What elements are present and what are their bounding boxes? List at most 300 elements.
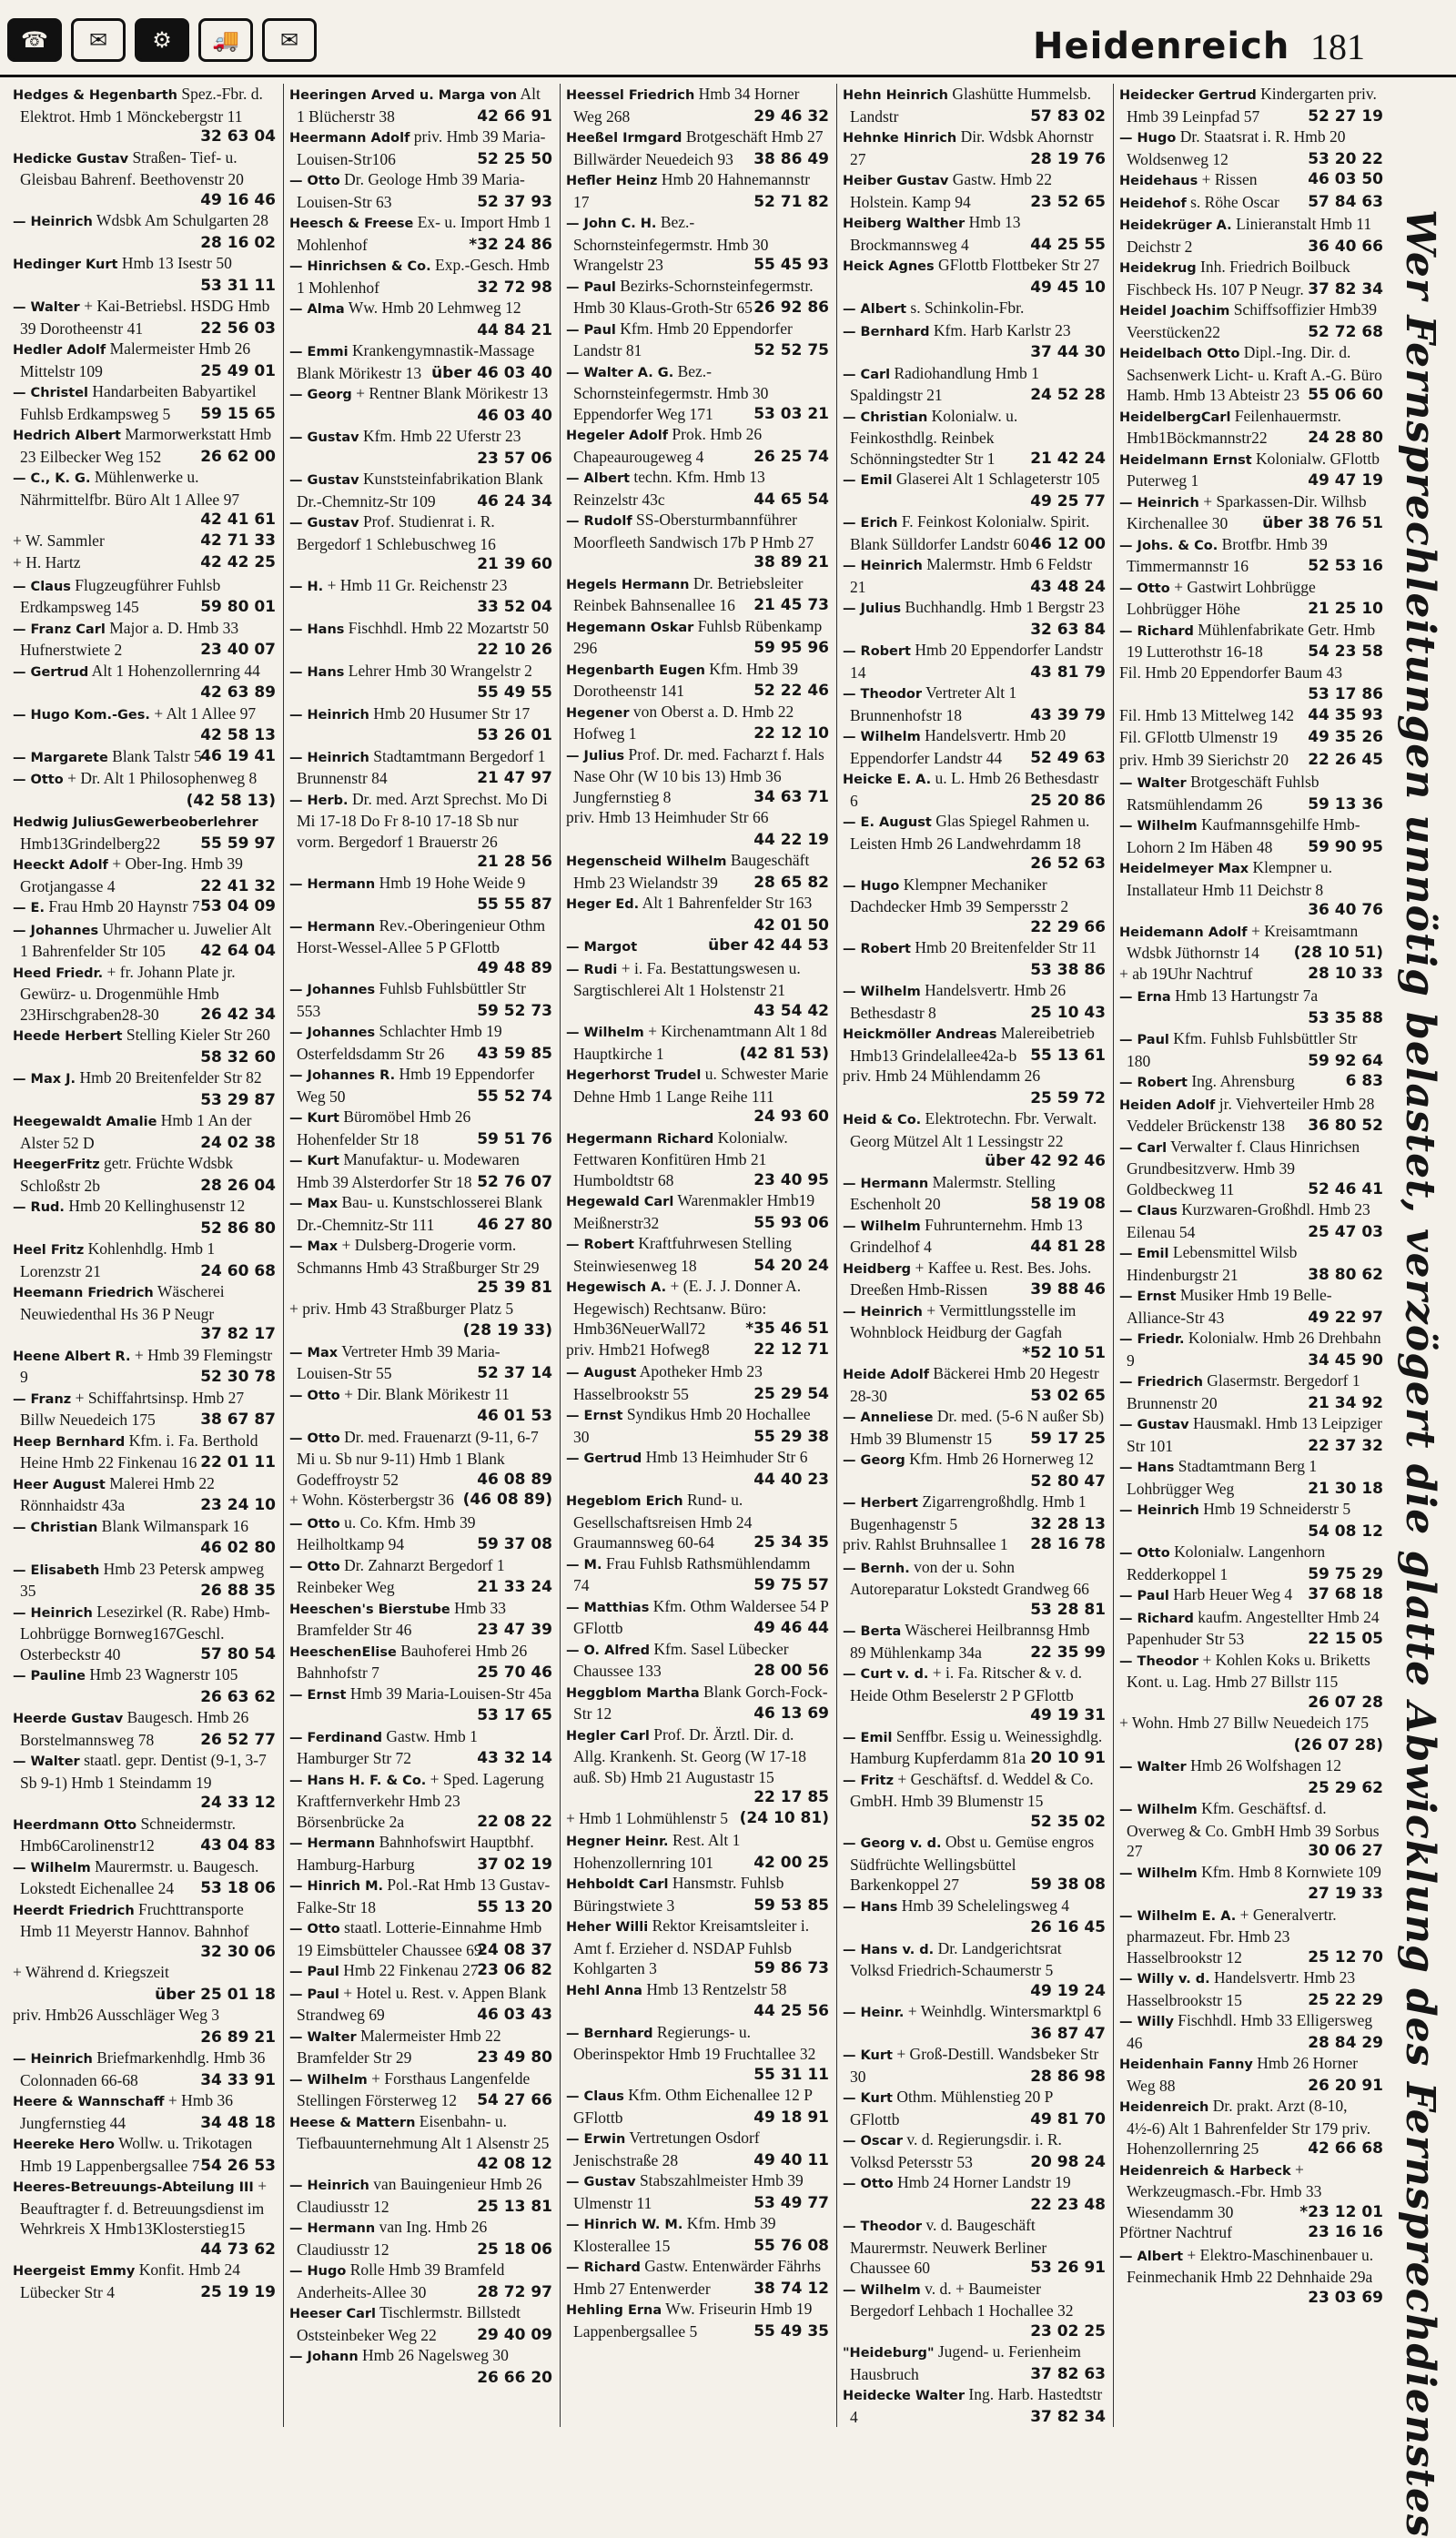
directory-entry bbox=[1119, 1242, 1383, 1285]
entry-details: Kfm. Hmb 22 Uferstr 23 bbox=[362, 427, 521, 445]
entry-details: Rest. Alt 1 Hohenzollernring 101 bbox=[573, 1831, 741, 1872]
entry-name: — Robert bbox=[1119, 1076, 1188, 1090]
entry-details: Kfm. Hmb 26 Hornerweg 12 bbox=[909, 1450, 1094, 1468]
entry-details: Alt 1 Blücherstr 38 bbox=[297, 85, 541, 126]
entry-details: s. Röhe Oscar bbox=[1190, 192, 1279, 211]
entry-details: Bez.-Schornsteinfegermstr. Hmb 30 Eppendorfer Weg 171 bbox=[573, 361, 769, 423]
entry-details: Kolonialw. Hmb 26 Drehbahn 9 bbox=[1127, 1329, 1381, 1370]
entry-details: Kraftfuhrwesen Stelling Steinwiesenweg 18 bbox=[573, 1234, 792, 1275]
entry-details: Fil. GFlottb Ulmenstr 19 bbox=[1119, 728, 1279, 746]
entry-details: Lesezirkel (R. Rabe) Hmb-Lohbrügge Bornweg167Geschl. Osterbeckstr 40 bbox=[20, 1602, 270, 1663]
entry-phone: 49 19 24 bbox=[1030, 1981, 1106, 2000]
directory-entry bbox=[566, 1596, 829, 1639]
entry-phone: 53 31 11 bbox=[200, 276, 276, 295]
entry-details: Hmb 20 Hahnemannstr 17 bbox=[573, 170, 811, 211]
entry-details: Blank Wilmanspark 16 bbox=[101, 1516, 248, 1535]
directory-entry bbox=[566, 276, 829, 319]
entry-details: + Gastwirt Lohbrügge Lohbrügger Höhe bbox=[1127, 577, 1316, 618]
directory-entry bbox=[13, 1814, 276, 1856]
entry-phone: 28 26 04 bbox=[200, 1176, 276, 1195]
directory-entry bbox=[1119, 126, 1383, 169]
entry-phone: 22 29 66 bbox=[1030, 917, 1106, 936]
entry-details: Schlachter Hmb 19 Osterfeldsdamm Str 26 bbox=[297, 1022, 502, 1063]
entry-name: — Hugo bbox=[1119, 131, 1177, 146]
entry-phone: 24 33 12 bbox=[200, 1794, 276, 1812]
entry-phone: 58 32 60 bbox=[200, 1047, 276, 1067]
entry-phone: 54 26 53 bbox=[200, 2156, 276, 2175]
entry-phone: 52 80 47 bbox=[1030, 1471, 1106, 1491]
directory-entry bbox=[13, 854, 276, 896]
directory-entry bbox=[289, 2026, 552, 2068]
directory-entry bbox=[289, 511, 552, 575]
directory-entry bbox=[566, 2128, 829, 2170]
entry-details: Prof. Dr. Ärztl. Dir. d. Allg. Krankenh. St. Georg (W 17-18 auß. Sb) Hmb 21 Augustastr 15 bbox=[573, 1724, 806, 1786]
entry-phone: 26 25 74 bbox=[753, 447, 829, 466]
entry-name: Heidekrüger A. bbox=[1119, 218, 1232, 233]
directory-entry bbox=[13, 253, 276, 296]
directory-entry bbox=[289, 1960, 552, 1983]
entry-name: Heesch & Freese bbox=[289, 217, 414, 231]
entry-name: — Otto bbox=[843, 2177, 894, 2191]
entry-name: Heene Albert R. bbox=[13, 1349, 131, 1364]
directory-entry bbox=[566, 2170, 829, 2213]
entry-name: Heiden Adolf bbox=[1119, 1097, 1216, 1113]
entry-phone: 25 18 06 bbox=[477, 2240, 552, 2259]
directory-entry bbox=[1119, 2222, 1383, 2245]
entry-name: — Heinrich bbox=[1119, 495, 1199, 511]
entry-name: Hegler Carl bbox=[566, 1728, 650, 1744]
entry-details: Kfm. Othm Eichenallee 12 P GFlottb bbox=[573, 2086, 813, 2127]
entry-details: Hmb 13 Brockmannsweg 4 bbox=[850, 213, 1021, 254]
page-number: 181 bbox=[1310, 26, 1365, 67]
entry-phone: 55 49 35 bbox=[753, 2321, 829, 2341]
entry-name: — Walter bbox=[1119, 776, 1187, 791]
entry-name: — Hermann bbox=[289, 919, 376, 935]
entry-phone: 58 19 08 bbox=[1030, 1195, 1106, 1213]
entry-details: + Hmb 1 Lohmühlenstr 5 bbox=[566, 1808, 729, 1827]
entry-phone: 22 41 32 bbox=[200, 876, 276, 895]
directory-entry bbox=[289, 1192, 552, 1235]
entry-phone: 46 02 80 bbox=[200, 1539, 276, 1557]
entry-phone: 37 02 19 bbox=[477, 1855, 552, 1874]
directory-entry bbox=[289, 1598, 552, 1641]
entry-details: Bauhoferei Hmb 26 Bahnhofstr 7 bbox=[297, 1641, 528, 1682]
entry-phone: 36 87 47 bbox=[1030, 2024, 1106, 2043]
entry-details: v. d. + Baumeister Bergedorf Lehbach 1 Hochallee 32 bbox=[850, 2279, 1074, 2320]
directory-entry bbox=[566, 1190, 829, 1233]
directory-entry bbox=[566, 169, 829, 212]
entry-name: — Willy bbox=[1119, 2015, 1174, 2029]
directory-entry bbox=[566, 807, 829, 850]
directory-entry bbox=[13, 296, 276, 339]
entry-details: Ww. Friseurin Hmb 19 Lappenbergsallee 5 bbox=[573, 2300, 813, 2341]
entry-details: + Sped. Lagerung Kraftfernverkehr Hmb 23 Börsenbrücke 2a bbox=[297, 1769, 544, 1831]
entry-phone: 53 38 86 bbox=[1030, 960, 1106, 979]
entry-phone: 49 25 77 bbox=[1030, 491, 1106, 511]
entry-name: — Heinrich bbox=[289, 750, 369, 765]
entry-name: — Max bbox=[289, 1345, 339, 1360]
entry-phone: 36 40 66 bbox=[1308, 237, 1383, 256]
entry-details: + Hotel u. Rest. v. Appen Blank Strandweg 69 bbox=[297, 1983, 547, 2024]
directory-entry bbox=[843, 875, 1106, 938]
entry-details: Klempner u. Installateur Hmb 11 Deichstr 8 bbox=[1127, 858, 1332, 899]
entry-details: Regierungs- u. Oberinspektor Hmb 19 Fruchtallee 32 bbox=[573, 2022, 816, 2063]
entry-name: — Heinrich bbox=[13, 1605, 93, 1621]
directory-entry bbox=[843, 298, 1106, 320]
entry-details: Hmb 1 An der Alster 52 D bbox=[20, 1111, 252, 1152]
entry-name: — Hans H. F. & Co. bbox=[289, 1773, 427, 1788]
entry-phone: 29 40 09 bbox=[477, 2325, 552, 2344]
entry-name: — Walter A. G. bbox=[566, 365, 674, 380]
entry-name: — Ernst bbox=[566, 1409, 623, 1423]
entry-details: kaufm. Angestellter Hmb 24 Papenhuder Str 53 bbox=[1127, 1607, 1380, 1648]
directory-entry bbox=[566, 2256, 829, 2299]
entry-name: Heidehof bbox=[1119, 196, 1187, 211]
entry-phone: 53 03 21 bbox=[753, 404, 829, 423]
entry-name: — Julius bbox=[843, 602, 902, 616]
directory-entry bbox=[566, 893, 829, 935]
entry-name: — Robert bbox=[843, 644, 911, 659]
entry-details: priv. Hmb 39 Sierichstr 20 bbox=[1119, 750, 1289, 769]
directory-entry bbox=[1119, 577, 1383, 620]
entry-name: — Friedrich bbox=[1119, 1375, 1203, 1390]
entry-phone: 43 54 42 bbox=[753, 1001, 829, 1020]
entry-details: Kaufmannsgehilfe Hmb-Lohorn 2 Im Häben 48 bbox=[1127, 815, 1360, 856]
entry-details: + H. Hartz bbox=[13, 553, 81, 571]
entry-details: Dipl.-Ing. Dir. d. Sachsenwerk Licht- u. Kraft A.-G. Büro Hamb. Hmb 13 Abteistr 23 bbox=[1127, 343, 1382, 404]
entry-phone: 22 15 05 bbox=[1308, 1630, 1383, 1648]
entry-name: Hegewisch A. bbox=[566, 1280, 667, 1295]
entry-name: — Wilhelm bbox=[1119, 1866, 1198, 1881]
directory-entry bbox=[1119, 1542, 1383, 1584]
entry-phone: über 42 44 53 bbox=[708, 936, 829, 955]
entry-details: Manufaktur- u. Modewaren Hmb 39 Alsterdorfer Str 18 bbox=[297, 1150, 520, 1191]
entry-phone: 52 71 82 bbox=[753, 192, 829, 211]
entry-details: Handelsvertr. Hmb 23 Hasselbrookstr 15 bbox=[1127, 1968, 1356, 2009]
entry-phone: 52 46 41 bbox=[1308, 1179, 1383, 1198]
entry-details: Dr. med. (5-6 N außer Sb) Hmb 39 Blumenstr 15 bbox=[850, 1407, 1105, 1448]
directory-entry bbox=[566, 126, 829, 169]
entry-details: Hmb 23 Wagnerstr 105 bbox=[89, 1665, 238, 1684]
directory-entry bbox=[843, 1449, 1106, 1491]
entry-name: Hehling Erna bbox=[566, 2303, 662, 2318]
entry-name: — Hans bbox=[289, 664, 345, 680]
directory-entry bbox=[13, 1899, 276, 1963]
entry-details: Buchhandlg. Hmb 1 Bergstr 23 bbox=[905, 598, 1105, 616]
entry-details: Kolonialw. Fettwaren Konfitüren Hmb 21 Humboldtstr 68 bbox=[573, 1127, 788, 1189]
entry-name: — Kurt bbox=[289, 1154, 339, 1168]
entry-name: — Walter bbox=[13, 300, 80, 315]
entry-name: Heidecker Gertrud bbox=[1119, 88, 1257, 103]
directory-entry bbox=[289, 575, 552, 618]
entry-name: — Otto bbox=[289, 1559, 340, 1574]
entry-name: — Paul bbox=[1119, 1033, 1169, 1047]
directory-entry bbox=[1119, 299, 1383, 342]
directory-entry bbox=[843, 725, 1106, 768]
entry-phone: 42 00 25 bbox=[753, 1853, 829, 1872]
entry-name: — Fritz bbox=[843, 1773, 895, 1788]
directory-entry bbox=[289, 2174, 552, 2217]
directory-entry bbox=[566, 424, 829, 467]
entry-phone: 23 49 80 bbox=[477, 2048, 552, 2067]
directory-entry bbox=[566, 1447, 829, 1490]
entry-phone: 59 92 64 bbox=[1308, 1051, 1383, 1070]
entry-details: Kolonialw. GFlottb Puterweg 1 bbox=[1127, 449, 1380, 490]
entry-phone: 52 37 14 bbox=[477, 1364, 552, 1382]
entry-phone: 32 72 98 bbox=[477, 278, 552, 297]
entry-details: + Forsthaus Langenfelde Stellingen Försterweg 12 bbox=[297, 2068, 531, 2109]
directory-entry bbox=[566, 2299, 829, 2341]
entry-name: — Paul bbox=[566, 279, 616, 295]
entry-phone: 52 37 93 bbox=[477, 192, 552, 211]
directory-entry bbox=[13, 1388, 276, 1431]
entry-details: + Ober-Ing. Hmb 39 Grotjangasse 4 bbox=[20, 854, 243, 895]
entry-details: Dr. Staatsrat i. R. Hmb 20 Woldsenweg 12 bbox=[1127, 127, 1346, 168]
entry-details: Glas Spiegel Rahmen u. Leisten Hmb 26 Landwehrdamm 18 bbox=[850, 812, 1090, 853]
directory-entry bbox=[289, 1641, 552, 1684]
directory-column-3 bbox=[561, 84, 837, 2427]
entry-details: + Schiffahrtsinsp. Hmb 27 Billw Neuedeich 175 bbox=[20, 1388, 245, 1429]
directory-entry bbox=[13, 1239, 276, 1281]
entry-details: Brotgeschäft Hmb 27 Billwärder Neuedeich 93 bbox=[573, 127, 824, 168]
entry-name: — Christian bbox=[843, 410, 928, 425]
entry-phone: 33 52 04 bbox=[477, 598, 552, 616]
directory-entry bbox=[13, 1856, 276, 1899]
directory-entry bbox=[289, 978, 552, 1021]
entry-name: Heeckt Adolf bbox=[13, 858, 108, 873]
entry-phone: 28 16 02 bbox=[200, 233, 276, 252]
entry-phone: 54 27 66 bbox=[477, 2091, 552, 2109]
page-header bbox=[0, 0, 1456, 75]
entry-phone: 59 38 08 bbox=[1030, 1876, 1106, 1894]
entry-details: + priv. Hmb 43 Straßburger Platz 5 bbox=[289, 1299, 514, 1318]
entry-phone: 37 68 18 bbox=[1308, 1585, 1383, 1603]
entry-details: Bäckerei Hmb 20 Hegestr 28-30 bbox=[850, 1364, 1099, 1405]
entry-details: Bau- u. Kunstschlosserei Blank Dr.-Chemnitz-Str 111 bbox=[297, 1193, 543, 1234]
directory-entry bbox=[1119, 2245, 1383, 2309]
entry-name: Heidelmann Ernst bbox=[1119, 452, 1252, 468]
entry-details: Hmb 20 Eppendorfer Landstr 14 bbox=[850, 641, 1103, 682]
directory-entry bbox=[289, 469, 552, 511]
entry-details: Glaserei Alt 1 Schlageterstr 105 bbox=[895, 470, 1100, 488]
directory-entry bbox=[289, 1684, 552, 1726]
entry-details: Rolle Hmb 39 Bramfeld Anderheits-Allee 30 bbox=[297, 2260, 505, 2301]
directory-entry bbox=[1119, 1137, 1383, 1200]
entry-phone: 52 25 50 bbox=[477, 149, 552, 168]
entry-name: — Wilhelm bbox=[1119, 819, 1198, 834]
entry-details: Elektrotechn. Fbr. Verwalt. Georg Mützel Alt 1 Lessingstr 22 bbox=[850, 1109, 1097, 1150]
directory-entry bbox=[13, 1750, 276, 1814]
entry-details: Vertreter Alt 1 Brunnenhofstr 18 bbox=[850, 683, 1017, 724]
directory-entry bbox=[566, 702, 829, 744]
entry-phone: 42 01 50 bbox=[753, 915, 829, 935]
entry-name: — Rudi bbox=[566, 962, 618, 977]
directory-entry bbox=[566, 1916, 829, 1979]
directory-entry bbox=[13, 1345, 276, 1388]
entry-details: Bez.-Schornsteinfegermstr. Hmb 30 Wrangelstr 23 bbox=[573, 213, 769, 274]
directory-entry bbox=[289, 1490, 552, 1512]
entry-details: Stabszahlmeister Hmb 39 Ulmenstr 11 bbox=[573, 2171, 804, 2212]
directory-entry bbox=[843, 1769, 1106, 1833]
entry-details: + Während d. Kriegszeit bbox=[13, 1963, 169, 1981]
entry-details: jr. Viehverteiler Hmb 28 Veddeler Brückenstr 138 bbox=[1127, 1094, 1375, 1135]
entry-phone: 20 10 91 bbox=[1030, 1749, 1106, 1767]
directory-entry bbox=[13, 2260, 276, 2302]
entry-phone: 26 88 35 bbox=[200, 1582, 276, 1600]
entry-phone: 37 82 17 bbox=[200, 1325, 276, 1343]
entry-phone: (28 19 33) bbox=[462, 1321, 552, 1340]
entry-details: Pol.-Rat Hmb 13 Gustav-Falke-Str 18 bbox=[297, 1876, 551, 1916]
entry-details: Hmb 20 Kellinghusenstr 12 bbox=[68, 1197, 246, 1215]
entry-name: Hefler Heinz bbox=[566, 174, 658, 188]
directory-entry bbox=[289, 703, 552, 746]
directory-columns bbox=[7, 84, 1390, 2426]
entry-phone: 20 98 24 bbox=[1030, 2152, 1106, 2171]
entry-phone: 49 16 46 bbox=[200, 190, 276, 209]
entry-details: Handelsvertr. Hmb 20 Eppendorfer Landstr 44 bbox=[850, 726, 1067, 767]
entry-phone: (42 81 53) bbox=[739, 1044, 829, 1063]
entry-name: — Johannes R. bbox=[289, 1068, 396, 1083]
directory-entry bbox=[13, 1559, 276, 1602]
entry-details: priv. Hmb 13 Heimhuder Str 66 bbox=[566, 808, 769, 826]
directory-entry bbox=[13, 210, 276, 253]
entry-phone: *32 24 86 bbox=[469, 235, 552, 254]
entry-details: Kolonialw. u. Feinkosthdlg. Reinbek Schönningstedter Str 1 bbox=[850, 406, 1018, 468]
entry-name: — Bernhard bbox=[566, 2026, 653, 2041]
entry-phone: 26 89 21 bbox=[200, 2027, 276, 2047]
entry-name: Heidenreich bbox=[1119, 2100, 1209, 2115]
directory-entry bbox=[566, 1361, 829, 1404]
entry-name: — Robert bbox=[843, 942, 911, 956]
directory-entry bbox=[1119, 2096, 1383, 2159]
directory-entry bbox=[13, 424, 276, 467]
entry-details: Stelling Kieler Str 260 bbox=[126, 1026, 270, 1044]
directory-entry bbox=[1119, 1094, 1383, 1137]
entry-phone: 22 37 32 bbox=[1308, 1436, 1383, 1455]
entry-phone: 25 22 29 bbox=[1308, 1990, 1383, 2009]
entry-name: Heer August bbox=[13, 1477, 106, 1492]
entry-name: — Otto bbox=[1119, 1546, 1170, 1561]
entry-phone: 22 35 99 bbox=[1030, 1643, 1106, 1662]
entry-name: Heiber Gustav bbox=[843, 174, 949, 188]
entry-details: + Vermittlungsstelle im Wohnblock Heidburg der Gagfah bbox=[850, 1300, 1077, 1341]
entry-details: Warenmakler Hmb19 Meißnerstr32 bbox=[573, 1191, 815, 1232]
entry-phone: 53 35 88 bbox=[1308, 1008, 1383, 1027]
entry-details: Dr. Landgerichtsrat Volksd Friedrich-Schaumerstr 5 bbox=[850, 1938, 1062, 1979]
entry-details: Brotgeschäft Fuhlsb Ratsmühlendamm 26 bbox=[1127, 773, 1320, 814]
entry-phone: 46 01 53 bbox=[477, 1407, 552, 1425]
entry-details: Kfm. Geschäftsf. d. Overweg & Co. GmbH Hmb 39 Sorbus 27 bbox=[1127, 1799, 1380, 1860]
entry-details: Major a. D. Hmb 33 Hufnerstwiete 2 bbox=[20, 618, 239, 659]
entry-name: Heid & Co. bbox=[843, 1113, 922, 1127]
directory-entry bbox=[13, 962, 276, 1026]
entry-name: — C., K. G. bbox=[13, 471, 91, 486]
entry-details: Schneidermstr. Hmb6Carolinenstr12 bbox=[20, 1814, 236, 1855]
directory-entry bbox=[289, 1512, 552, 1555]
entry-name: — Kurt bbox=[289, 1111, 339, 1126]
directory-entry bbox=[289, 1299, 552, 1341]
entry-details: + (E. J. J. Donner A. Hegewisch) Rechtsanw. Büro: Hmb36NeuerWall72 bbox=[573, 1277, 802, 1338]
entry-name: Heere & Wannschaff bbox=[13, 2095, 165, 2109]
entry-phone: 53 02 65 bbox=[1030, 1386, 1106, 1405]
entry-phone: 49 48 89 bbox=[477, 958, 552, 977]
entry-name: — Richard bbox=[566, 2260, 641, 2275]
entry-phone: 23 40 07 bbox=[200, 641, 276, 659]
entry-details: Dr. med. Frauenarzt (9-11, 6-7 Mi u. Sb nur 9-11) Hmb 1 Blank Godeffroystr 52 bbox=[297, 1427, 539, 1489]
header-rule bbox=[0, 75, 1456, 77]
entry-phone: 24 02 38 bbox=[200, 1133, 276, 1152]
directory-entry bbox=[566, 361, 829, 425]
entry-phone: 59 37 08 bbox=[477, 1535, 552, 1553]
entry-details: + Sparkassen-Dir. Wilhsb Kirchenallee 30 bbox=[1127, 491, 1367, 532]
entry-details: Hmb 33 Bramfelder Str 46 bbox=[297, 1598, 506, 1639]
entry-name: Hegenbarth Eugen bbox=[566, 662, 705, 678]
entry-name: — Max J. bbox=[13, 1072, 76, 1087]
directory-entry bbox=[13, 2176, 276, 2260]
entry-details: Dr. med. Arzt Sprechst. Mo Di Mi 17-18 Do Fr 8-10 17-18 Sb nur vorm. Bergedorf 1 Brauerstr 26 bbox=[297, 789, 548, 851]
directory-entry bbox=[1119, 2053, 1383, 2096]
directory-entry bbox=[13, 531, 276, 553]
entry-name: — Paul bbox=[289, 1965, 339, 1979]
entry-phone: 57 80 54 bbox=[200, 1644, 276, 1663]
entry-name: — Hermann bbox=[843, 1176, 929, 1191]
entry-name: Heidelbach Otto bbox=[1119, 347, 1240, 361]
entry-name: Hegemann Oskar bbox=[566, 620, 694, 635]
entry-phone: 59 17 25 bbox=[1030, 1429, 1106, 1448]
entry-phone: 46 19 41 bbox=[200, 746, 276, 765]
directory-entry bbox=[1119, 1028, 1383, 1071]
entry-phone: 59 13 36 bbox=[1308, 794, 1383, 814]
directory-entry bbox=[289, 1341, 552, 1384]
entry-phone: 43 81 79 bbox=[1030, 662, 1106, 682]
entry-details: Lebensmittel Wilsb Hindenburgstr 21 bbox=[1127, 1243, 1298, 1284]
directory-entry bbox=[1119, 214, 1383, 257]
entry-name: Heeringen Arved u. Marga von bbox=[289, 88, 518, 103]
directory-entry bbox=[566, 744, 829, 808]
directory-column-5 bbox=[1114, 84, 1390, 2427]
entry-details: Hmb 13 Heimhuder Str 6 bbox=[645, 1448, 808, 1466]
entry-details: + i. Fa. Bestattungswesen u. Sargtischlerei Alt 1 Holstenstr 21 bbox=[573, 958, 801, 999]
entry-details: Dr. Betriebsleiter Reinbek Bahnsenallee 16 bbox=[573, 573, 804, 614]
directory-entry bbox=[13, 84, 276, 147]
entry-phone: 22 10 26 bbox=[477, 641, 552, 659]
entry-name: Hegeler Adolf bbox=[566, 429, 669, 443]
entry-details: Kfm. Sasel Lübecker Chaussee 133 bbox=[573, 1639, 789, 1680]
entry-phone: 42 71 33 bbox=[200, 531, 276, 550]
entry-details: Fuhlsb Rübenkamp 296 bbox=[573, 616, 823, 657]
entry-name: — Erich bbox=[843, 516, 898, 531]
entry-phone: 44 73 62 bbox=[200, 2240, 276, 2259]
entry-phone: 44 25 56 bbox=[753, 2002, 829, 2020]
entry-phone: 39 88 46 bbox=[1030, 1280, 1106, 1299]
entry-phone: 55 13 20 bbox=[477, 1897, 552, 1916]
entry-name: Heeßel Irmgard bbox=[566, 131, 682, 146]
entry-name: — Claus bbox=[13, 579, 71, 594]
ac-icon: ⚙ bbox=[135, 18, 189, 62]
directory-entry bbox=[566, 935, 829, 958]
entry-name: — Hugo bbox=[289, 2264, 347, 2279]
entry-name: — Wilhelm bbox=[13, 1860, 91, 1876]
entry-details: priv. Hmb26 Ausschläger Weg 3 bbox=[13, 2006, 220, 2024]
directory-entry bbox=[566, 2085, 829, 2128]
entry-details: + Wohn. Hmb 27 Billw Neuedeich 175 bbox=[1119, 1714, 1370, 1732]
entry-details: Kfm. Othm Waldersee 54 P GFlottb bbox=[573, 1596, 829, 1637]
entry-phone: 42 64 04 bbox=[200, 942, 276, 960]
entry-name: — Albert bbox=[1119, 2249, 1184, 2264]
directory-entry bbox=[289, 1107, 552, 1149]
entry-name: — Otto bbox=[289, 1516, 340, 1532]
entry-details: von Oberst a. D. Hmb 22 Hofweg 1 bbox=[573, 702, 794, 743]
